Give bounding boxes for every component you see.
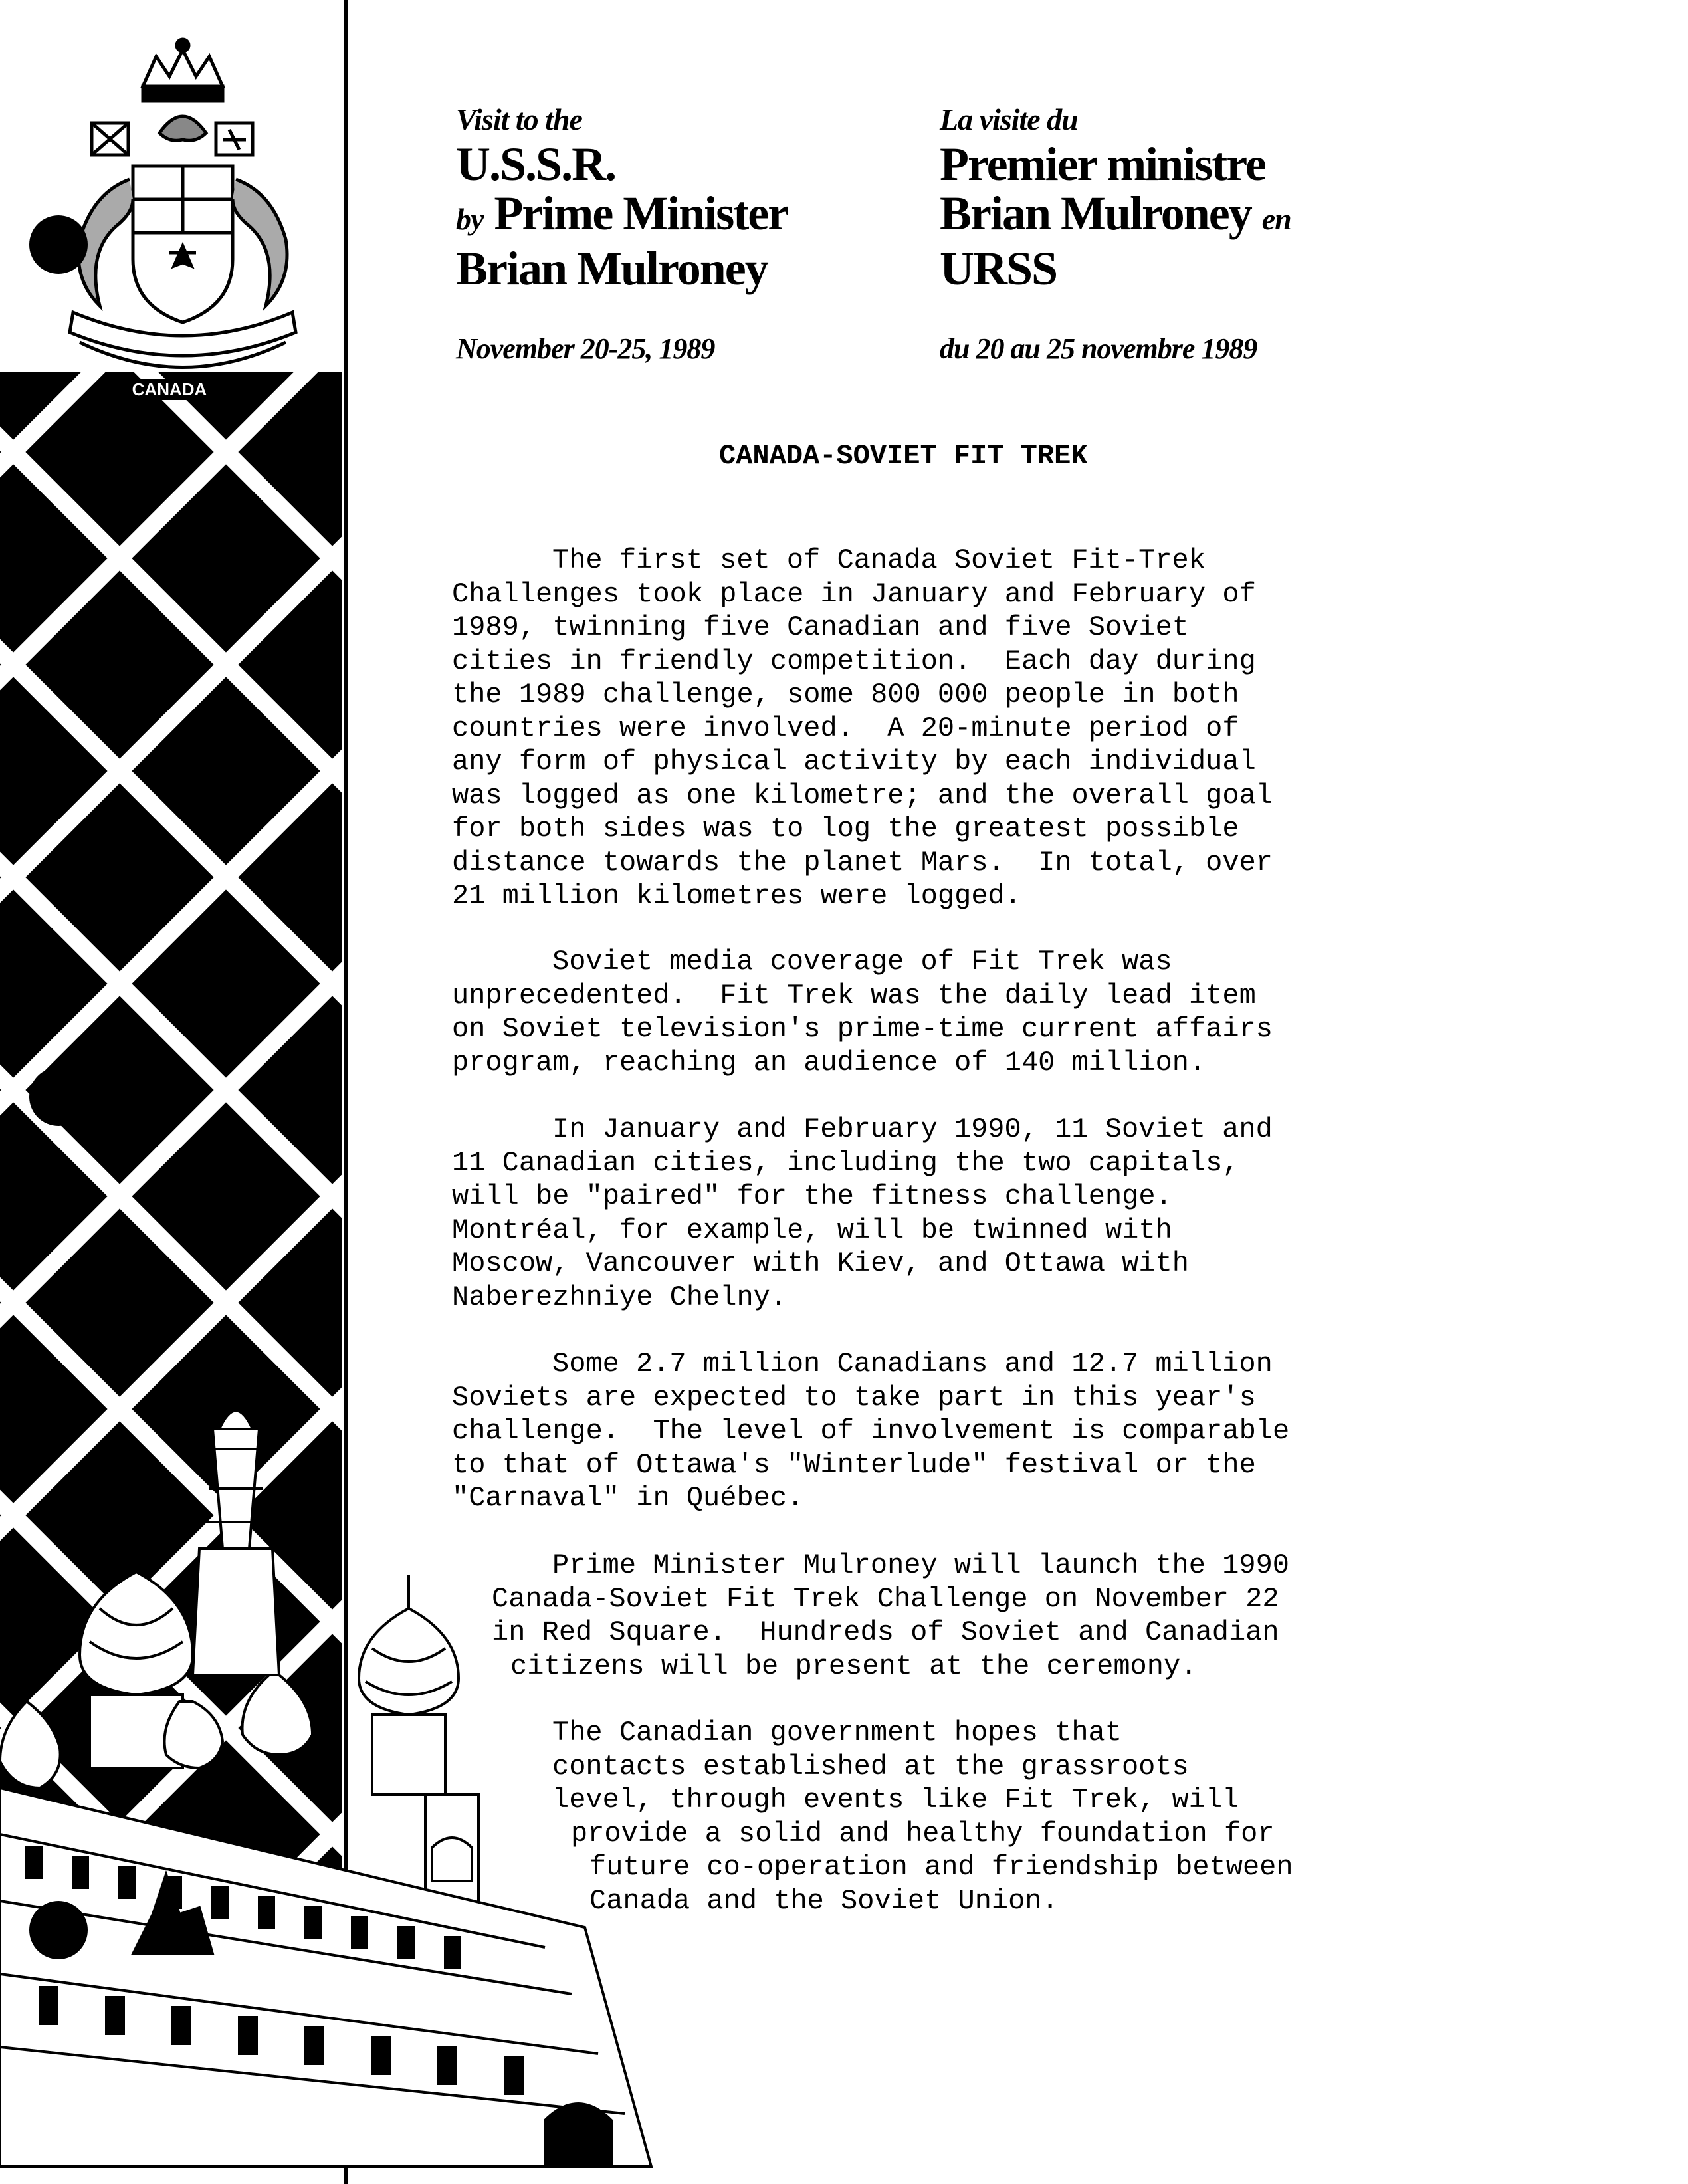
header-en-title: Prime Minister: [494, 187, 788, 240]
paragraph-line: 1989, twinning five Canadian and five Soviet: [452, 611, 1189, 643]
header-en-lead: Visit to the: [456, 102, 582, 136]
canada-coat-of-arms: [70, 39, 296, 368]
binder-hole-top: [29, 215, 88, 274]
header-en-title-line: [456, 189, 788, 244]
header-fr-name: Brian Mulroney: [940, 187, 1251, 240]
header-en-country: U.S.S.R.: [456, 138, 616, 191]
paragraph-line: challenge. The level of involvement is comparable: [452, 1415, 1290, 1447]
paragraph-line: "Carnaval" in Québec.: [452, 1482, 804, 1514]
paragraph-1: [452, 544, 1273, 913]
paragraph-line: distance towards the planet Mars. In total, over: [452, 846, 1273, 879]
header-fr-title: Premier ministre: [940, 138, 1265, 191]
paragraph-line: 11 Canadian cities, including the two capitals,: [452, 1147, 1239, 1179]
binder-hole-middle: [29, 1067, 88, 1126]
paragraph-line: on Soviet television's prime-time current affairs: [452, 1013, 1273, 1045]
paragraph-line: to that of Ottawa's "Winterlude" festival or the: [452, 1448, 1256, 1481]
header-fr-en: en: [1261, 202, 1291, 236]
paragraph-line: 21 million kilometres were logged.: [452, 880, 1021, 912]
paragraph-3: [452, 1113, 1273, 1314]
paragraph-line: any form of physical activity by each individual: [452, 746, 1256, 778]
paragraph-2: [452, 945, 1273, 1079]
paragraph-line: Canada and the Soviet Union.: [589, 1884, 1059, 1917]
paragraph-line: Soviets are expected to take part in this year's: [452, 1381, 1256, 1414]
paragraph-line: in Red Square. Hundreds of Soviet and Canadian: [492, 1616, 1279, 1648]
paragraph-line: In January and February 1990, 11 Soviet and: [552, 1113, 1273, 1145]
paragraph-line: contacts established at the grassroots: [552, 1750, 1189, 1783]
paragraph-line: will be "paired" for the fitness challenge.: [452, 1180, 1172, 1212]
header-fr-lead: La visite du: [940, 102, 1078, 136]
header-fr-date: du 20 au 25 novembre 1989: [940, 332, 1257, 365]
paragraph-line: countries were involved. A 20-minute period of: [452, 712, 1239, 744]
paragraph-line: was logged as one kilometre; and the overall goal: [452, 779, 1273, 812]
header-fr-country: URSS: [940, 242, 1057, 295]
header-en-name: Brian Mulroney: [456, 242, 768, 295]
paragraph-line: provide a solid and healthy foundation for: [571, 1817, 1275, 1850]
header-english: [456, 100, 788, 366]
paragraph-6: [552, 1716, 1293, 1917]
paragraph-line: Naberezhniye Chelny.: [452, 1281, 788, 1313]
paragraph-line: The Canadian government hopes that: [552, 1717, 1122, 1749]
paragraph-line: Montréal, for example, will be twinned with: [452, 1214, 1172, 1246]
paragraph-line: Prime Minister Mulroney will launch the 1990: [552, 1549, 1289, 1581]
paragraph-4: [452, 1347, 1289, 1515]
document-title: CANADA-SOVIET FIT TREK: [719, 440, 1088, 472]
paragraph-line: unprecedented. Fit Trek was the daily lead item: [452, 979, 1256, 1012]
paragraph-line: cities in friendly competition. Each day during: [452, 645, 1256, 677]
paragraph-line: the 1989 challenge, some 800 000 people in both: [452, 679, 1239, 710]
paragraph-line: Canada-Soviet Fit Trek Challenge on November 22: [492, 1583, 1279, 1615]
paragraph-line: The first set of Canada Soviet Fit-Trek: [552, 544, 1206, 576]
paragraph-line: Challenges took place in January and February of: [452, 578, 1256, 610]
paragraph-line: Soviet media coverage of Fit Trek was: [552, 946, 1172, 978]
paragraph-line: program, reaching an audience of 140 million.: [452, 1046, 1206, 1079]
header-en-date: November 20-25, 1989: [456, 332, 715, 365]
paragraph-line: citizens will be present at the ceremony.: [510, 1650, 1198, 1682]
header-fr-name-line: [940, 189, 1291, 244]
paragraph-line: future co-operation and friendship between: [589, 1851, 1293, 1883]
binder-hole-bottom: [29, 1901, 88, 1959]
paragraph-line: level, through events like Fit Trek, will: [552, 1784, 1239, 1816]
paragraph-5: [492, 1549, 1289, 1683]
header-en-by: by: [456, 202, 484, 236]
header-french: [940, 100, 1291, 366]
emblem-label: CANADA: [132, 380, 207, 399]
paragraph-line: Moscow, Vancouver with Kiev, and Ottawa with: [452, 1248, 1189, 1279]
paragraph-line: for both sides was to log the greatest possible: [452, 813, 1239, 845]
paragraph-line: Some 2.7 million Canadians and 12.7 million: [552, 1348, 1273, 1380]
